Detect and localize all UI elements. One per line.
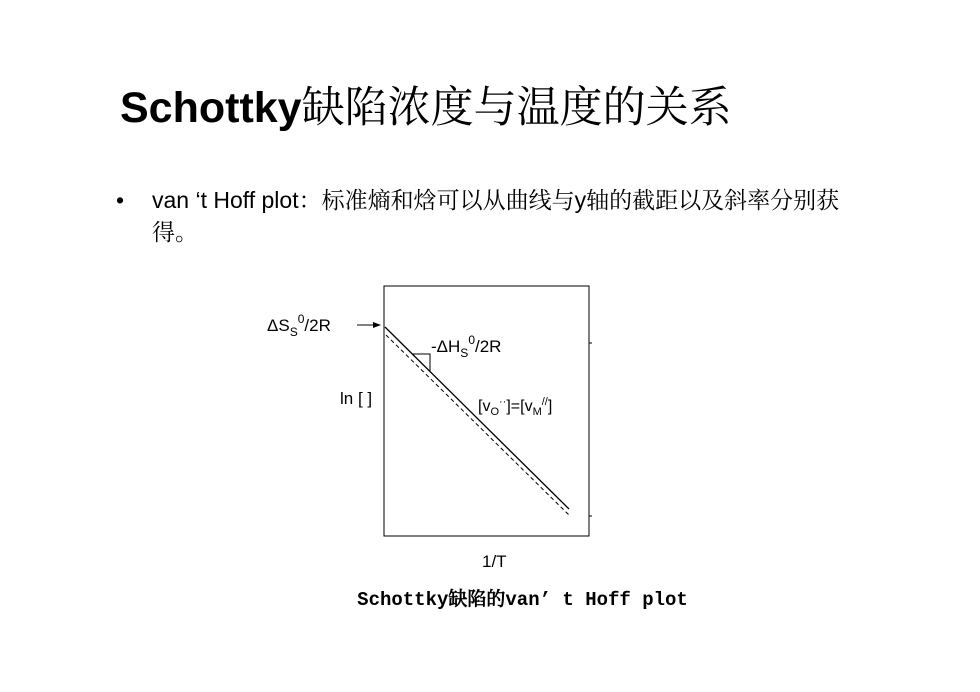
bullet-marker: • [116,187,125,213]
figure-caption: Schottky缺陷的van’ t Hoff plot [357,589,688,611]
intercept-label-sub: S [289,325,298,339]
intercept-label-sup: 0 [297,312,305,326]
x-axis-label: 1/T [482,552,507,571]
intercept-label-rest: /2R [304,316,331,335]
bullet-text: van ‘t Hoff plot：标准熵和焓可以从曲线与y轴的截距以及斜率分别获得。 [152,187,840,245]
line-label-sub1: O [490,406,500,418]
line-label [478,396,552,418]
intercept-label [267,312,331,339]
dashed-line [386,335,570,516]
intercept-arrowhead [373,322,381,328]
line-label-sup1: ·· [499,396,507,408]
y-axis-label: ln [ ] [340,389,373,408]
slope-label-rest: /2R [475,337,502,356]
intercept-label-base: ΔS [267,316,290,335]
slope-label-sup: 0 [468,333,475,347]
line-label-sub2: M [532,406,542,418]
line-label-sup2: // [541,396,548,408]
slide-title-latin: Schottky [120,84,302,132]
slope-label [431,333,501,360]
line-label-part1: [v [478,398,491,415]
slide-title-cjk: 缺陷浓度与温度的关系 [301,83,732,133]
slope-label-base: -ΔH [431,337,461,356]
line-label-part2: ]=[v [506,398,533,415]
line-label-part3: ] [547,398,553,415]
slope-label-sub: S [460,346,469,360]
